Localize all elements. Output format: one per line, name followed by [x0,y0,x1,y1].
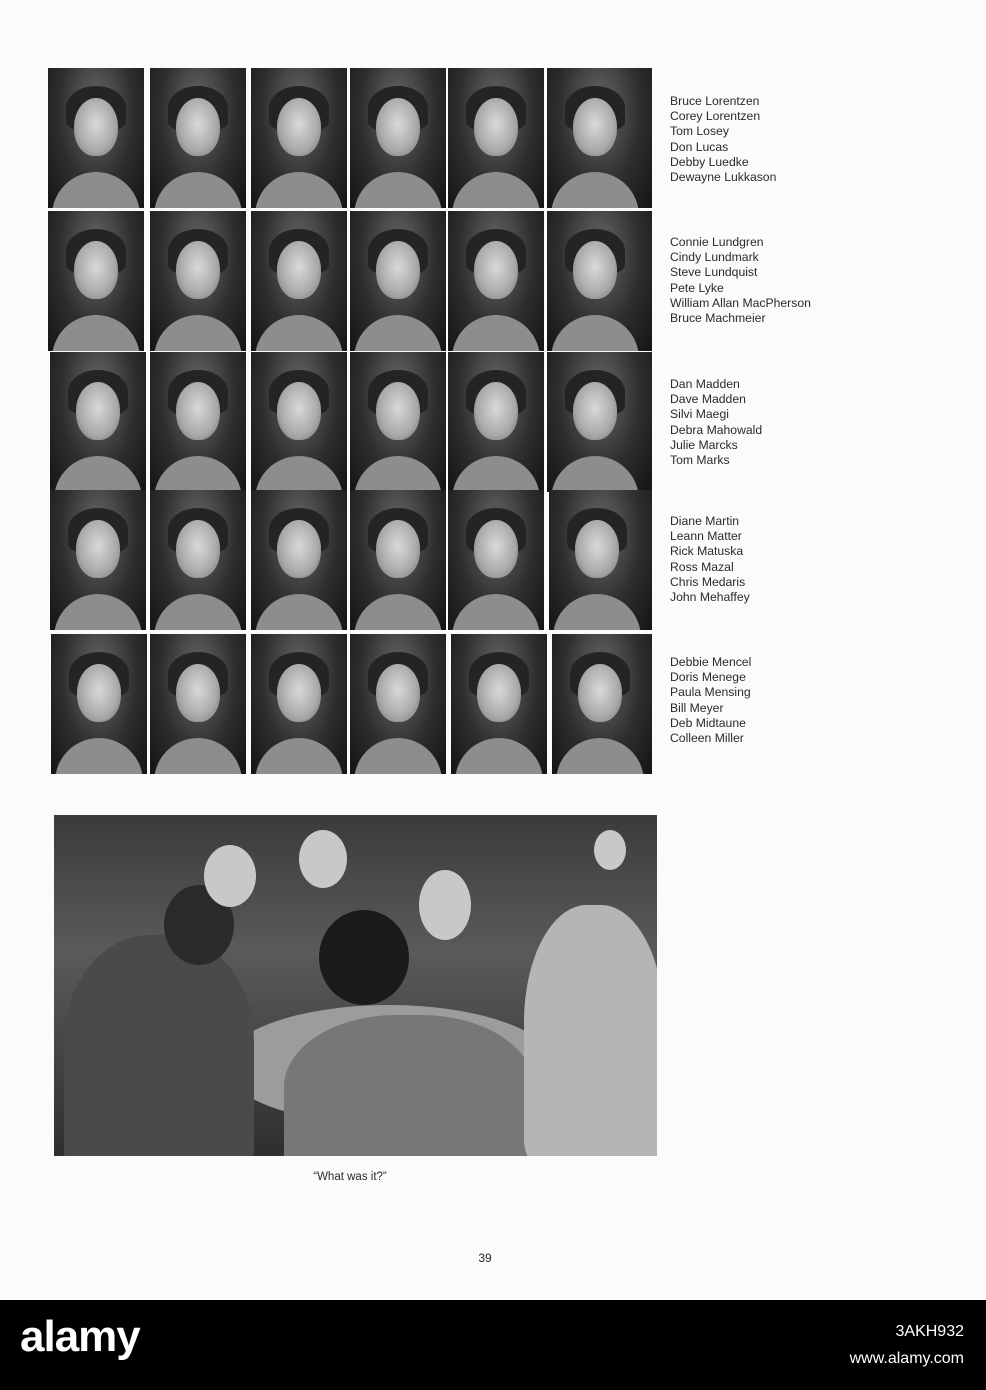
portrait-photo [251,634,347,774]
portrait-photo [549,490,652,630]
student-name: Connie Lundgren [670,235,764,249]
student-name: Dave Madden [670,392,746,407]
portrait-photo [50,352,146,492]
portrait-photo [547,68,652,208]
student-name: John Mehaffey [670,590,750,605]
portrait-photo [150,352,246,492]
student-name: Silvi Maegi [670,407,729,422]
student-figure [594,830,626,870]
student-name: Tom Marks [670,453,730,468]
watermark-logo: alamy [20,1312,140,1361]
student-figure [284,1015,534,1156]
portrait-photo [547,211,652,351]
portrait-photo [350,352,446,492]
student-name: Pete Lyke [670,280,724,295]
student-name: Dan Madden [670,377,740,391]
name-list-row-1 [670,94,970,185]
student-name: Debbie Mencel [670,655,752,669]
student-figure [319,910,409,1005]
portrait-photo [350,634,446,774]
portrait-photo [448,211,544,351]
portrait-photo [150,68,246,208]
portrait-photo [50,490,146,630]
portrait-row-3 [48,352,652,492]
student-figure [419,870,471,940]
student-name: Chris Medaris [670,574,746,589]
student-name: Tom Losey [670,124,729,139]
student-name: William Allan MacPherson [670,295,811,310]
portrait-photo [350,68,446,208]
watermark-bar [0,1300,986,1390]
student-name: Debra Mahowald [670,422,763,437]
portrait-photo [251,68,347,208]
name-list-row-5 [670,655,970,746]
student-figure [204,845,256,907]
student-figure [524,905,657,1156]
portrait-photo [552,634,652,774]
student-name: Bruce Machmeier [670,311,766,326]
student-name: Bruce Lorentzen [670,94,760,108]
portrait-photo [150,490,246,630]
student-name: Cindy Lundmark [670,250,759,265]
portrait-photo [451,634,547,774]
portrait-photo [251,211,347,351]
student-name: Deb Midtaune [670,715,746,730]
student-name: Colleen Miller [670,731,744,746]
name-list-row-2 [670,235,970,326]
student-name: Doris Menege [670,670,746,685]
student-figure [299,830,347,888]
portrait-row-1 [48,68,652,208]
portrait-photo [150,634,246,774]
portrait-photo [51,634,147,774]
name-list-row-3 [670,377,970,468]
student-name: Don Lucas [670,139,729,154]
portrait-photo [448,68,544,208]
portrait-photo [251,352,347,492]
name-list-row-4 [670,514,970,605]
student-name: Dewayne Lukkason [670,170,777,185]
watermark-image-id: 3AKH932 [895,1323,964,1340]
portrait-row-5 [48,634,652,774]
cafeteria-candid-photo [54,815,657,1156]
student-name: Rick Matuska [670,544,744,559]
student-name: Bill Meyer [670,700,724,715]
student-name: Debby Luedke [670,154,749,169]
portrait-photo [350,490,446,630]
student-name: Corey Lorentzen [670,109,761,124]
portrait-photo [448,352,544,492]
portrait-photo [547,352,652,492]
portrait-photo [48,68,144,208]
portrait-row-2 [48,211,652,351]
student-name: Paula Mensing [670,685,751,700]
page-number: 39 [478,1251,492,1265]
portrait-photo [150,211,246,351]
student-name: Leann Matter [670,529,742,544]
portrait-row-4 [48,490,652,630]
portrait-photo [251,490,347,630]
student-name: Julie Marcks [670,437,738,452]
student-name: Ross Mazal [670,559,734,574]
photo-caption: “What was it?” [313,1171,387,1183]
student-name: Diane Martin [670,514,740,528]
student-name: Steve Lundquist [670,265,758,280]
watermark-site: www.alamy.com [849,1350,964,1367]
student-figure [64,935,254,1156]
portrait-photo [48,211,144,351]
portrait-photo [448,490,544,630]
portrait-photo [350,211,446,351]
